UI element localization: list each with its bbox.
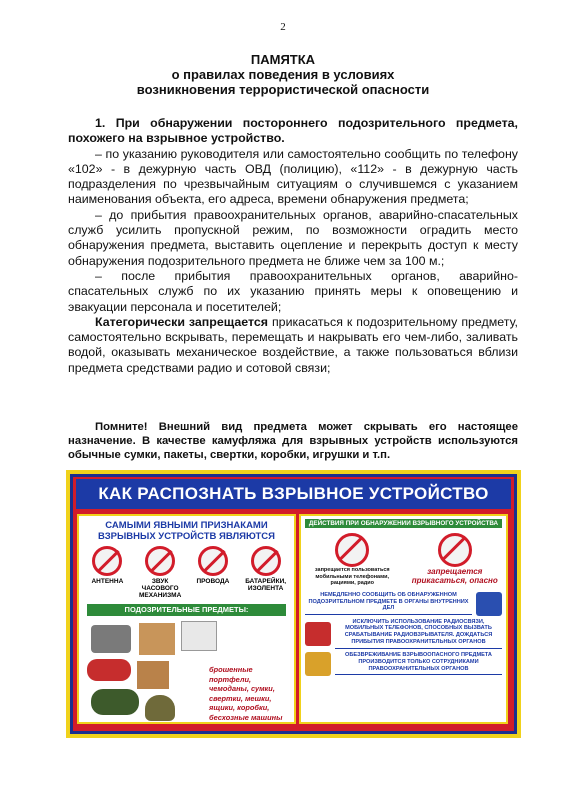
action-text: ИСКЛЮЧИТЬ ИСПОЛЬЗОВАНИЕ РАДИОСВЯЗИ, МОБИЛЬНЫХ ТЕЛЕФОНОВ, СПОСОБНЫХ ВЫЗВАТЬ СРАБАТЫВАНИЕ РАДИОВЗРЫВАТЕЛЯ. ДОЖДАТЬСЯ ПРИБЫТИЯ ПРАВООХРАНИТЕЛЬНЫХ ОРГАНОВ	[335, 619, 502, 649]
parcel-icon	[137, 661, 169, 689]
no-touch	[410, 533, 500, 587]
no-phone	[307, 533, 397, 587]
sapper-icon	[305, 652, 331, 676]
sign-wires	[188, 546, 238, 599]
sign-antenna	[82, 546, 132, 599]
page-number: 2	[280, 21, 286, 33]
title-line-3: возникновения террористической опасности	[136, 82, 430, 97]
suspicious-item: брошенные портфели,	[209, 665, 253, 684]
suspicious-title: ПОДОЗРИТЕЛЬНЫЕ ПРЕДМЕТЫ:	[87, 604, 286, 616]
prohibited-wires-icon	[198, 546, 228, 576]
prohibited-clock-icon	[145, 546, 175, 576]
action-row	[305, 619, 502, 649]
sign-label: ПРОВОДА	[196, 578, 230, 585]
actions-icons	[301, 531, 506, 589]
action-text: ОБЕЗВРЕЖИВАНИЕ ВЗРЫВООПАСНОГО ПРЕДМЕТА ПРОИЗВОДИТСЯ ТОЛЬКО СОТРУДНИКАМИ ПРАВООХРАНИТЕЛЬНЫХ ОРГАНОВ	[335, 652, 502, 675]
suspicious-item: чемоданы, сумки,	[209, 684, 275, 693]
signs-row	[79, 544, 294, 599]
poster-left-panel	[77, 514, 296, 724]
no-phone-icon	[335, 533, 369, 567]
police-phone-icon	[476, 592, 502, 616]
poster-image	[66, 470, 521, 738]
sign-label: ЗВУК ЧАСОВОГО МЕХАНИЗМА	[138, 578, 182, 599]
forbidden-text: прикасаться к подозрительному предмету, самостоятельно вскрывать, перемещать и накрывать его чем-либо, заливать водой, оказывать механическое воздействие, а также пользоваться вблизи предмета средствами радио и сотовой связи;	[68, 314, 518, 375]
signs-title: САМЫМИ ЯВНЫМИ ПРИЗНАКАМИ ВЗРЫВНЫХ УСТРОЙСТВ ЯВЛЯЮТСЯ	[79, 516, 294, 544]
cardboard-box-icon	[139, 623, 175, 655]
suspicious-items	[79, 619, 294, 727]
no-touch-icon	[438, 533, 472, 567]
suitcase-icon	[91, 625, 131, 653]
title-line-2: о правилах поведения в условиях	[171, 67, 395, 82]
instruction-item: – по указанию руководителя или самостоятельно сообщить по телефону «102» - в дежурную часть ОВД (полицию), «112» - в дежурную часть подразделения по чрезвычайным ситуациям о случившемся с указанием наименования объекта, его адреса, времени обнаружения предмета;	[68, 146, 518, 207]
suspicious-item: свертки, мешки,	[209, 693, 272, 703]
red-bag-icon	[87, 659, 131, 681]
forbidden-bold: Категорически запрещается	[95, 314, 268, 329]
green-bag-icon	[91, 689, 139, 715]
poster-banner: КАК РАСПОЗНАТЬ ВЗРЫВНОЕ УСТРОЙСТВО	[76, 479, 511, 509]
prohibited-battery-icon	[251, 546, 281, 576]
sign-label: АНТЕННА	[91, 578, 124, 585]
sack-icon	[145, 695, 175, 721]
forbidden-paragraph	[68, 315, 518, 376]
actions-title: ДЕЙСТВИЯ ПРИ ОБНАРУЖЕНИИ ВЗРЫВНОГО УСТРОЙСТВА	[305, 519, 502, 528]
sign-clock	[135, 546, 185, 599]
action-row	[305, 592, 502, 616]
no-phone-label: запрещается пользоваться мобильными телефонами, рациями, радио	[314, 567, 390, 586]
document-body	[68, 116, 518, 376]
poster-right-panel	[299, 514, 508, 724]
section-heading: 1. При обнаружении постороннего подозрительного предмета, похожего на взрывное устройство.	[68, 116, 518, 146]
instruction-item: – после прибытия правоохранительных органов, аварийно-спасательных служб по их указанию принять меры к оповещению и эвакуации персонала и посетителей;	[68, 268, 518, 314]
suspicious-item: ящики, коробки,	[209, 703, 270, 712]
suspicious-item: бесхозные машины	[209, 712, 283, 722]
sign-batteries	[241, 546, 291, 599]
title-line-1: ПАМЯТКА	[250, 52, 316, 67]
page-title	[0, 52, 566, 97]
cooler-box-icon	[181, 621, 217, 651]
prohibited-antenna-icon	[92, 546, 122, 576]
suspicious-list	[209, 665, 294, 722]
no-touch-label: запрещается прикасаться, опасно	[411, 567, 498, 585]
radio-icon	[305, 622, 331, 646]
action-row	[305, 652, 502, 676]
sign-label: БАТАРЕЙКИ, ИЗОЛЕНТА	[245, 578, 287, 592]
reminder-note: Помните! Внешний вид предмета может скрывать его настоящее назначение. В качестве камуфляжа для взрывных устройств используются обычные сумки, пакеты, свертки, коробки, игрушки и т.п.	[68, 421, 518, 461]
instruction-item: – до прибытия правоохранительных органов, аварийно-спасательных служб усилить пропускной режим, по возможности оградить место обнаружения предмета, выставить оцепление и перекрыть доступ к месту обнаружения подозрительного предмета не ближе чем за 100 м.;	[68, 207, 518, 268]
action-text: НЕМЕДЛЕННО СООБЩИТЬ ОБ ОБНАРУЖЕННОМ ПОДОЗРИТЕЛЬНОМ ПРЕДМЕТЕ В ОРГАНЫ ВНУТРЕННИХ ДЕЛ	[305, 592, 472, 615]
